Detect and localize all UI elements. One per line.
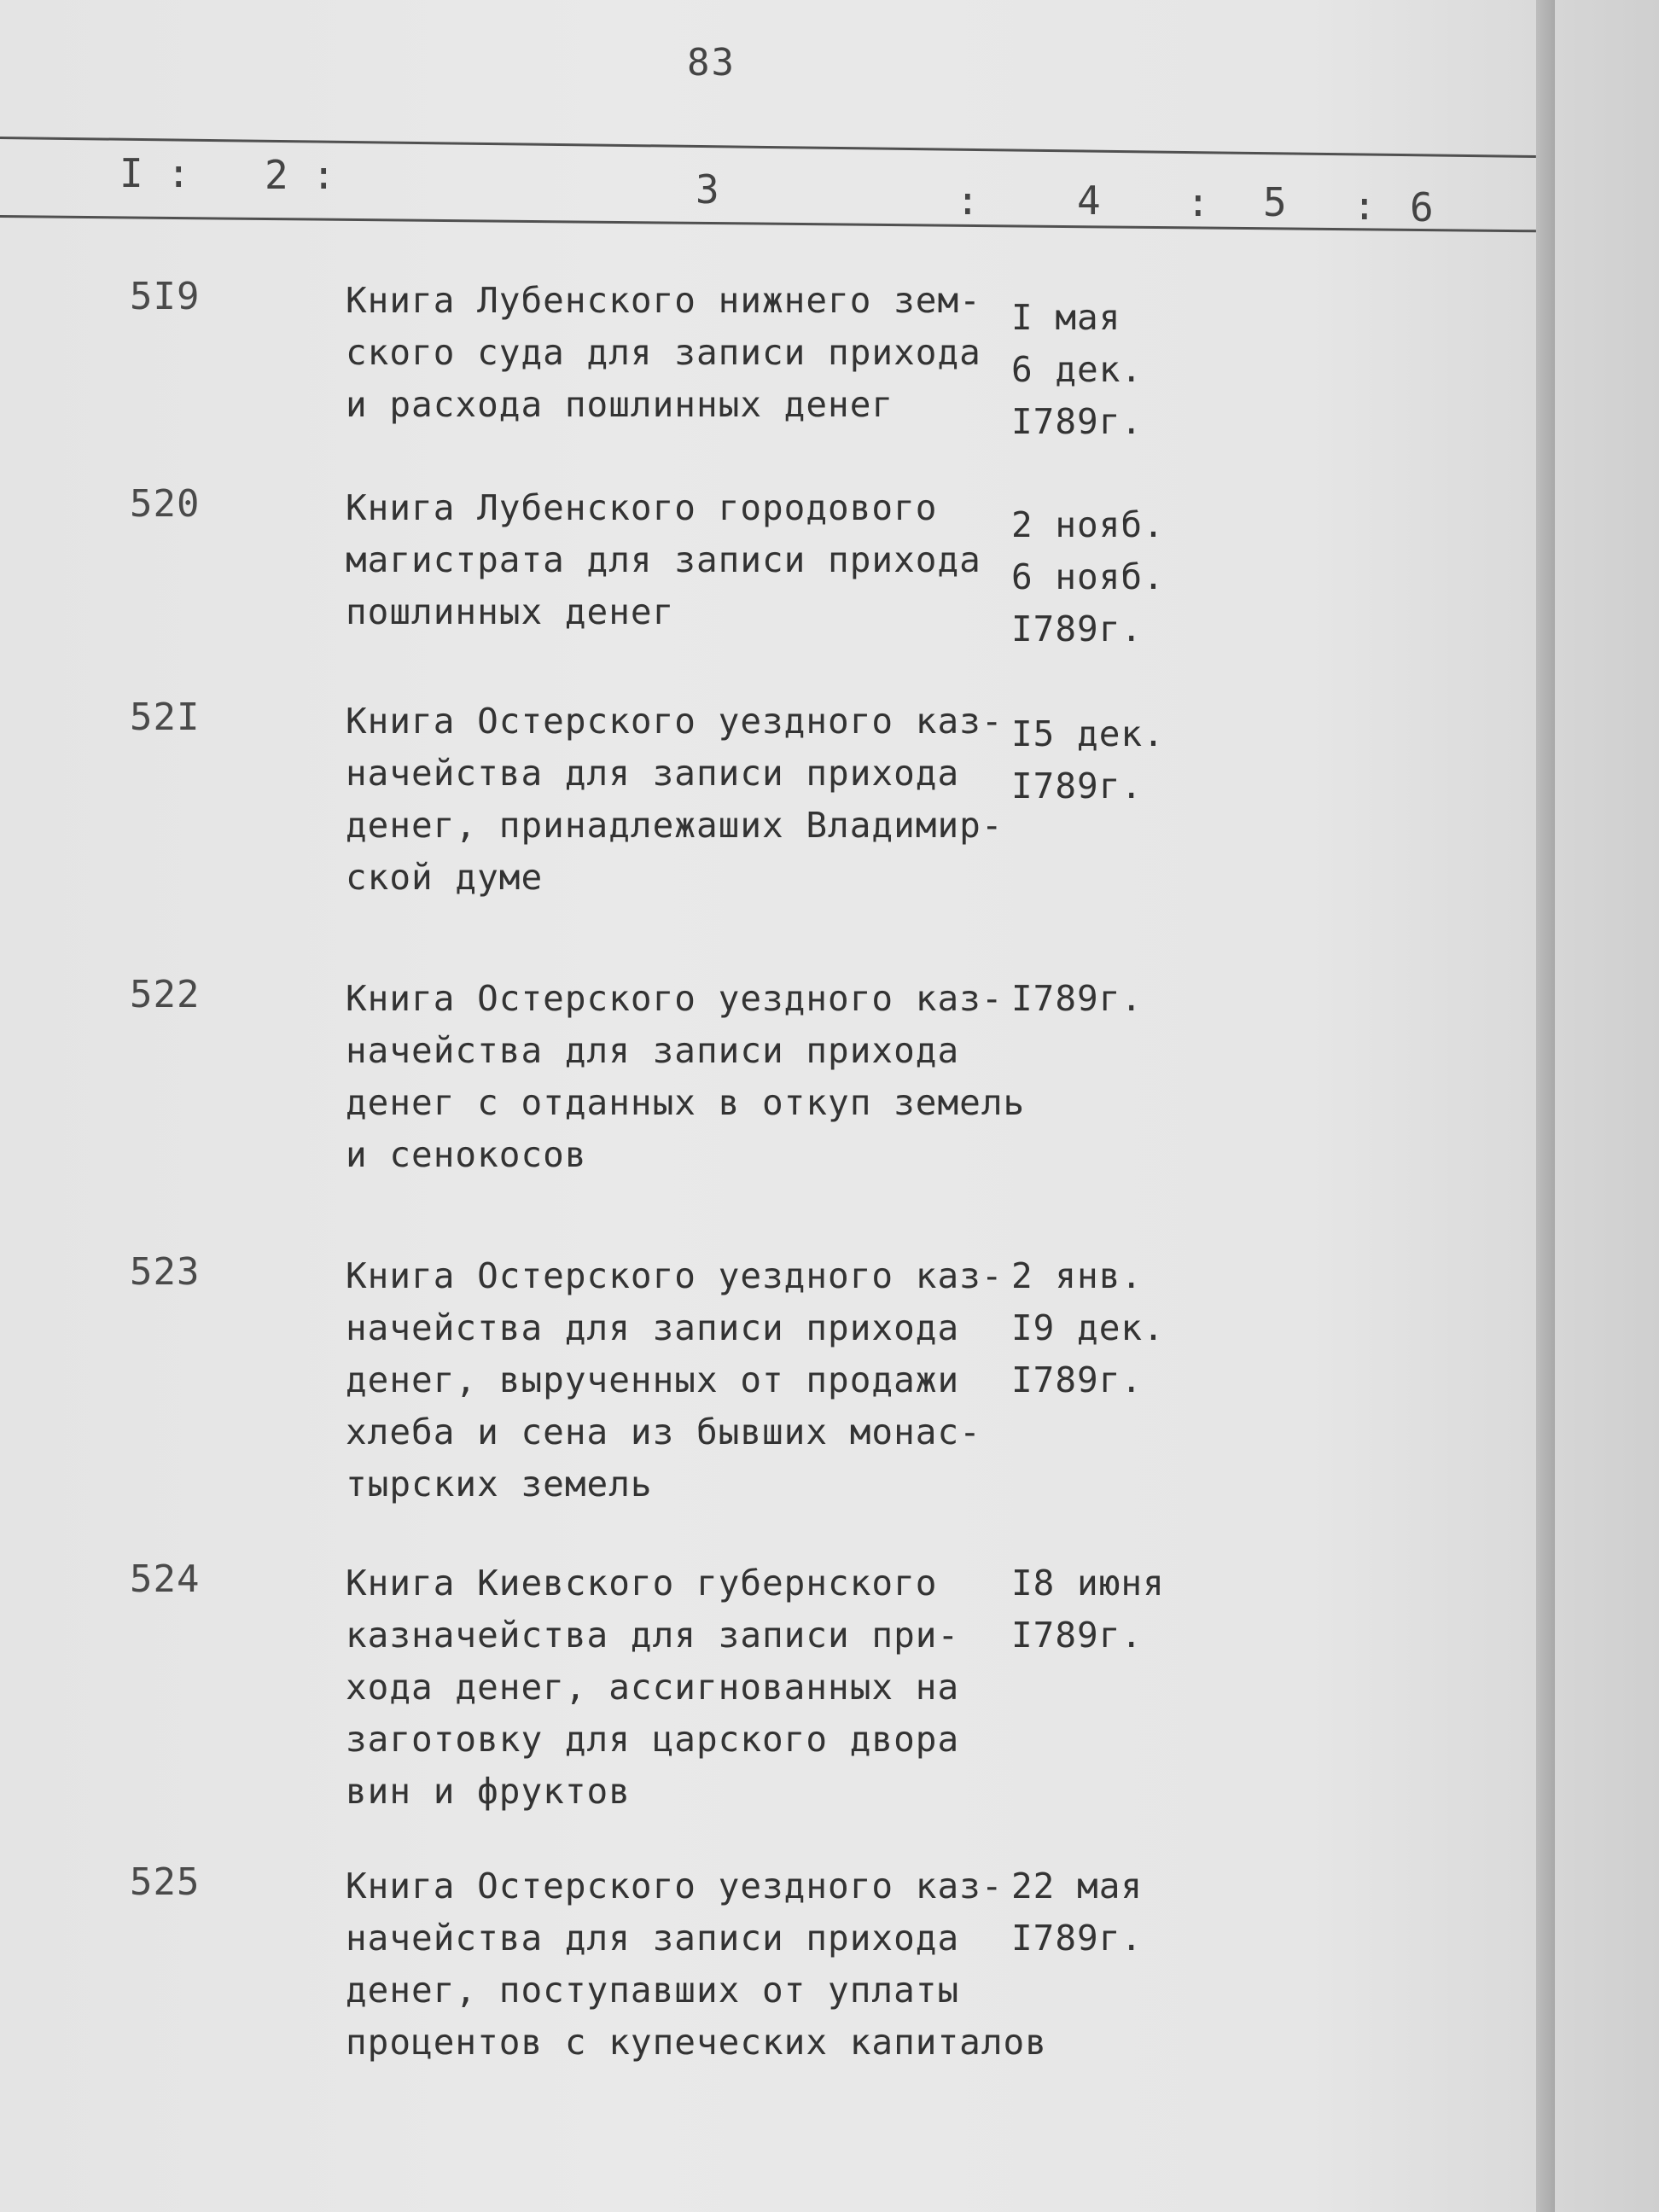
row-dates: I5 дек. I789г. (1011, 713, 1165, 806)
row-number: 522 (130, 973, 201, 1016)
row-number: 525 (130, 1860, 201, 1904)
row-number: 523 (130, 1250, 201, 1294)
row-number: 52I (130, 696, 201, 739)
row-dates: I789г. (1011, 978, 1144, 1019)
header-sep-4: : (1186, 179, 1210, 225)
page-number: 83 (687, 41, 736, 84)
page-edge (1536, 0, 1555, 2212)
row-number: 520 (130, 482, 201, 526)
row-description: Книга Остерского уездного каз- начейства для записи прихода денег с отданных в откуп земель и сенокосов (346, 978, 1026, 1175)
row-dates: 2 нояб. 6 нояб. I789г. (1011, 504, 1165, 649)
header-col-1: I : (119, 150, 191, 196)
row-description: Книга Лубенского нижнего зем- ского суда для записи прихода и расхода пошлинных денег (346, 280, 981, 425)
row-dates: 22 мая I789г. (1011, 1866, 1144, 1959)
row-description: Книга Остерского уездного каз- начейства для записи прихода денег, поступавших от уплаты процентов с купеческих капиталов (346, 1866, 1047, 2063)
row-description: Книга Остерского уездного каз- начейства для записи прихода денег, вырученных от продажи хлеба и сена из бывших монас- тырских земель (346, 1255, 1004, 1505)
row-number: 524 (130, 1557, 201, 1601)
header-col-4: 4 (1077, 178, 1101, 224)
row-dates: I8 июня I789г. (1011, 1563, 1165, 1656)
header-col-3: 3 (696, 166, 719, 212)
header-col-6: 6 (1410, 184, 1434, 230)
row-description: Книга Лубенского городового магистрата для записи прихода пошлинных денег (346, 487, 981, 632)
header-col-5: 5 (1263, 179, 1287, 225)
row-dates: I мая 6 дек. I789г. (1011, 297, 1144, 442)
row-description: Книга Киевского губернского казначейства для записи при- хода денег, ассигнованных на заготовку для царского двора вин и фруктов (346, 1563, 960, 1812)
row-dates: 2 янв. I9 дек. I789г. (1011, 1255, 1165, 1400)
row-description: Книга Остерского уездного каз- начейства для записи прихода денег, принадлежаших Владимир- ской думе (346, 701, 1004, 898)
header-sep-5: : (1353, 183, 1377, 229)
header-sep-3: : (956, 178, 980, 224)
background-strip (1555, 0, 1659, 2212)
header-col-2: 2 : (265, 152, 336, 198)
row-number: 5I9 (130, 275, 201, 318)
